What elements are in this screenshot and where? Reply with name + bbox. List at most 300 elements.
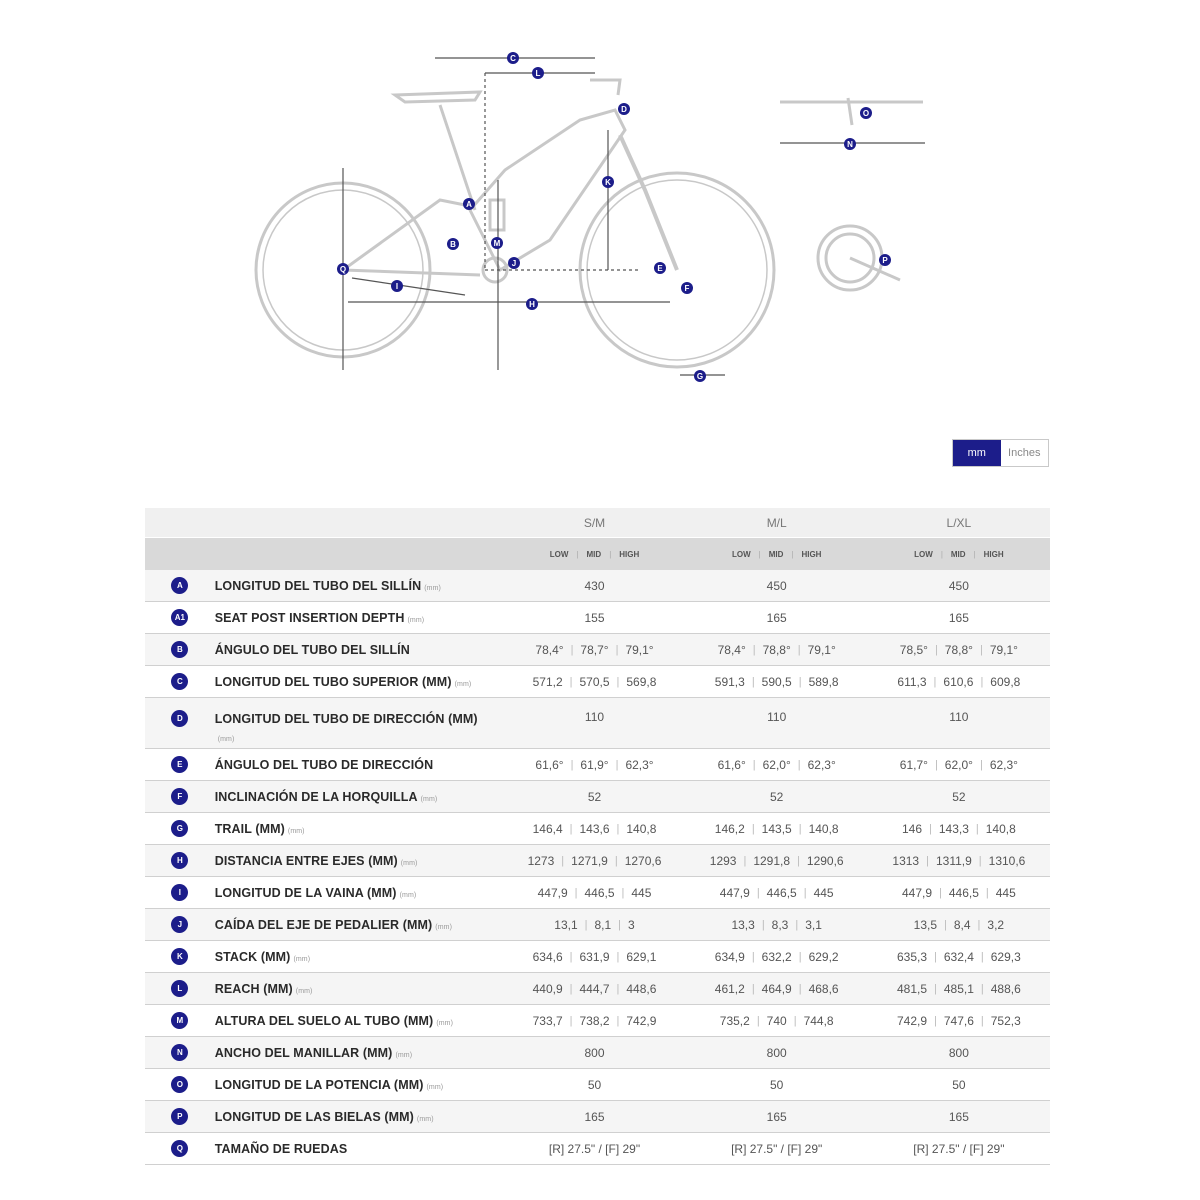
value: 632,2 [761, 949, 792, 964]
value: 78,8° [944, 642, 973, 657]
value: 632,4 [943, 949, 974, 964]
value-separator: | [934, 643, 938, 656]
value-cell [503, 790, 685, 804]
value-separator: | [797, 854, 800, 867]
table-row [145, 698, 1050, 749]
value: 445 [631, 885, 652, 900]
value: 79,1° [625, 642, 654, 657]
value-separator: | [751, 675, 755, 688]
value-cell [868, 1078, 1050, 1092]
measure-label-cell [215, 643, 504, 657]
size-header-ml: M/L [766, 515, 787, 530]
mode-low: LOW [549, 549, 569, 559]
measure-label-cell [215, 982, 504, 996]
value-separator: | [803, 886, 807, 899]
value: 440,9 [532, 981, 563, 996]
value-separator: | [616, 822, 620, 835]
measure-badge: A1 [171, 609, 188, 626]
measure-badge: I [171, 884, 188, 901]
badge-cell [145, 673, 215, 690]
value: 165 [948, 1109, 969, 1124]
value: 485,1 [943, 981, 974, 996]
value: 629,3 [990, 949, 1021, 964]
value: 165 [766, 1109, 787, 1124]
mode-header: LOW | MID | HIGH [731, 549, 822, 559]
value: 61,9° [580, 757, 609, 772]
value: 744,8 [803, 1013, 834, 1028]
value-separator: | [980, 675, 984, 688]
value: 3 [628, 917, 635, 932]
unit-mm-button[interactable]: mm [953, 440, 1001, 466]
value: 591,3 [714, 674, 745, 689]
value: 146 [901, 821, 922, 836]
value: 446,5 [584, 885, 615, 900]
badge-cell [145, 577, 215, 594]
value-separator: | [934, 758, 938, 771]
measure-unit: (mm) [424, 584, 441, 592]
diagram-label-k: K [605, 178, 611, 187]
value-cell [503, 611, 685, 625]
value-cell [503, 854, 685, 868]
value: 110 [949, 710, 969, 724]
value-separator: | [798, 822, 802, 835]
value-cell [868, 918, 1050, 932]
table-body [145, 570, 1050, 1165]
value-separator: | [621, 886, 625, 899]
measure-label: ALTURA DEL SUELO AL TUBO (MM) [214, 1013, 434, 1028]
value: 610,6 [943, 674, 974, 689]
value-cell [503, 643, 685, 657]
value: 635,3 [896, 949, 927, 964]
value: 800 [766, 1045, 787, 1060]
value: 631,9 [579, 949, 610, 964]
value: 738,2 [579, 1013, 610, 1028]
measure-label: LONGITUD DE LA POTENCIA (MM) [214, 1077, 424, 1092]
diagram-label-e: E [657, 264, 663, 273]
value-separator: | [570, 643, 574, 656]
value-separator: | [574, 886, 578, 899]
value-separator: | [929, 822, 932, 835]
value: 447,9 [901, 885, 932, 900]
value-separator: | [985, 886, 989, 899]
value: 735,2 [719, 1013, 750, 1028]
value: [R] 27.5" / [F] 29" [731, 1141, 823, 1156]
value: 50 [952, 1077, 966, 1092]
value-separator: | [615, 643, 619, 656]
diagram-label-d: D [621, 105, 627, 114]
value: [R] 27.5" / [F] 29" [913, 1141, 1005, 1156]
badge-cell [145, 884, 215, 901]
badge-cell [145, 1140, 215, 1157]
table-row [145, 1101, 1050, 1133]
measure-label-cell [215, 675, 504, 689]
value: 52 [770, 789, 784, 804]
value: 569,8 [626, 674, 657, 689]
value: 634,9 [714, 949, 745, 964]
value-cell [686, 1142, 868, 1156]
measure-badge: D [171, 710, 188, 727]
value: 8,4 [953, 917, 971, 932]
value-separator: | [615, 758, 619, 771]
value-cell [868, 579, 1050, 593]
measure-label: LONGITUD DE LA VAINA (MM) [214, 885, 397, 900]
value-separator: | [933, 675, 937, 688]
value-separator: | [980, 950, 984, 963]
measure-label-cell [215, 1142, 504, 1156]
measure-label-cell [215, 1046, 504, 1060]
value: 140,8 [808, 821, 839, 836]
value: 146,4 [532, 821, 563, 836]
value-cell [686, 886, 868, 900]
diagram-label-h: H [529, 300, 535, 309]
value: 742,9 [896, 1013, 927, 1028]
value: 3,1 [805, 917, 822, 932]
table-row [145, 1133, 1050, 1165]
table-row [145, 941, 1050, 973]
measure-label: STACK (MM) [214, 949, 291, 964]
value: 8,3 [771, 917, 789, 932]
value: 79,1° [989, 642, 1018, 657]
value-separator: | [797, 758, 801, 771]
measure-label: LONGITUD DE LAS BIELAS (MM) [214, 1109, 414, 1124]
diagram-label-l: L [535, 69, 541, 78]
value: 1313 [892, 853, 920, 868]
table-row [145, 813, 1050, 845]
measure-label-cell [215, 1078, 504, 1092]
value-cell [503, 1014, 685, 1028]
value-cell [503, 886, 685, 900]
value-cell [503, 1142, 685, 1156]
value-separator: | [980, 1014, 984, 1027]
measure-badge: G [171, 820, 188, 837]
measure-badge: A [171, 577, 188, 594]
value: 78,5° [899, 642, 928, 657]
value-cell [868, 758, 1050, 772]
table-row [145, 845, 1050, 877]
value: 752,3 [990, 1013, 1021, 1028]
badge-cell [145, 1108, 215, 1125]
value-cell [868, 854, 1050, 868]
value-cell [686, 710, 868, 724]
measure-badge: M [171, 1012, 188, 1029]
value-cell [686, 790, 868, 804]
value-cell [868, 886, 1050, 900]
value: 52 [587, 789, 602, 804]
mode-low: LOW [914, 549, 933, 559]
value: 740 [766, 1013, 787, 1028]
measure-label-cell [215, 854, 504, 868]
value-separator: | [616, 950, 620, 963]
table-row [145, 666, 1050, 698]
measure-badge: B [171, 641, 188, 658]
value: 444,7 [579, 981, 610, 996]
value-cell [503, 950, 685, 964]
value: 50 [587, 1077, 602, 1092]
geometry-diagram [240, 40, 960, 400]
value-separator: | [944, 918, 947, 931]
mode-low: LOW [731, 549, 751, 559]
value: 62,0° [762, 757, 791, 772]
diagram-label-o: O [862, 109, 870, 118]
value: 140,8 [985, 821, 1016, 836]
value: 52 [952, 789, 966, 804]
measure-unit: (mm) [295, 987, 313, 995]
value: 629,1 [626, 949, 657, 964]
value-separator: | [752, 643, 756, 656]
value-cell [686, 822, 868, 836]
value: 742,9 [626, 1013, 657, 1028]
measure-label-cell [215, 1014, 504, 1028]
mode-mid: MID [586, 549, 602, 559]
measure-label: DISTANCIA ENTRE EJES (MM) [214, 853, 398, 868]
value-separator: | [752, 758, 756, 771]
value-cell [686, 854, 868, 868]
value-separator: | [569, 950, 573, 963]
measure-unit: (mm) [454, 680, 472, 688]
badge-cell [145, 1012, 215, 1029]
value: 571,2 [532, 674, 563, 689]
value-cell [503, 675, 685, 689]
diagram-label-i: I [395, 282, 399, 291]
value-cell [868, 675, 1050, 689]
value-separator: | [939, 886, 942, 899]
measure-unit: (mm) [436, 1019, 454, 1027]
value: 733,7 [532, 1013, 563, 1028]
value: 78,4° [717, 642, 746, 657]
value: 450 [948, 578, 969, 593]
value-cell [868, 982, 1050, 996]
value-separator: | [570, 758, 574, 771]
measure-unit: (mm) [426, 1083, 444, 1091]
value-separator: | [795, 918, 799, 931]
value: 570,5 [579, 674, 610, 689]
badge-cell [145, 756, 215, 773]
measure-badge: N [171, 1044, 188, 1061]
value-separator: | [977, 918, 981, 931]
measure-label-cell [215, 758, 504, 772]
value-cell [686, 950, 868, 964]
table-row [145, 634, 1050, 666]
value: 800 [948, 1045, 969, 1060]
value: 747,6 [943, 1013, 974, 1028]
value-separator: | [616, 1014, 620, 1027]
value: 78,8° [762, 642, 791, 657]
value: 1270,6 [624, 853, 662, 868]
table-row [145, 877, 1050, 909]
bike-illustration [240, 40, 960, 400]
value: 609,8 [990, 674, 1021, 689]
measure-label: TAMAÑO DE RUEDAS [214, 1141, 348, 1156]
value-separator: | [798, 950, 802, 963]
value-cell [686, 918, 868, 932]
value-cell [868, 710, 1050, 724]
value: 155 [584, 610, 605, 625]
value: 78,4° [535, 642, 564, 657]
badge-cell [145, 916, 215, 933]
value-cell [868, 950, 1050, 964]
value: 62,0° [944, 757, 973, 772]
value: 634,6 [532, 949, 563, 964]
value-separator: | [616, 982, 620, 995]
value-cell [868, 1142, 1050, 1156]
measure-badge: C [171, 673, 188, 690]
value: 629,2 [808, 949, 839, 964]
value-cell [686, 1078, 868, 1092]
value-cell [686, 643, 868, 657]
table-row [145, 781, 1050, 813]
value-cell [503, 1110, 685, 1124]
size-header-row [145, 508, 1050, 538]
value: 1290,6 [806, 853, 844, 868]
value-separator: | [751, 950, 755, 963]
value: 62,3° [989, 757, 1018, 772]
mode-high: HIGH [619, 549, 640, 559]
diagram-label-c: C [510, 54, 516, 63]
diagram-label-p: P [882, 256, 888, 265]
measure-unit: (mm) [416, 1115, 434, 1123]
mode-mid: MID [768, 549, 784, 559]
value: 800 [584, 1045, 605, 1060]
value: 1291,8 [753, 853, 791, 868]
measure-label-cell [215, 579, 504, 593]
value: 446,5 [766, 885, 797, 900]
value-separator: | [798, 982, 802, 995]
table-row [145, 973, 1050, 1005]
value: [R] 27.5" / [F] 29" [548, 1141, 641, 1156]
value: 447,9 [719, 885, 750, 900]
value-separator: | [751, 982, 755, 995]
value: 447,9 [537, 885, 568, 900]
value: 62,3° [807, 757, 836, 772]
value: 1311,9 [935, 853, 972, 868]
value-cell [503, 1046, 685, 1060]
value: 590,5 [761, 674, 792, 689]
size-header-sm: S/M [583, 515, 606, 530]
table-row [145, 602, 1050, 634]
measure-unit: (mm) [217, 736, 235, 743]
value: 61,6° [535, 757, 564, 772]
value: 110 [767, 710, 787, 724]
value: 143,3 [938, 821, 969, 836]
value: 1293 [709, 853, 737, 868]
badge-cell [145, 641, 215, 658]
table-row [145, 570, 1050, 602]
value-cell [868, 1046, 1050, 1060]
value: 62,3° [625, 757, 654, 772]
value-cell [686, 1046, 868, 1060]
measure-label: REACH (MM) [214, 981, 293, 996]
geometry-table [145, 508, 1050, 1165]
value: 78,7° [580, 642, 609, 657]
mode-high: HIGH [801, 549, 822, 559]
table-row [145, 909, 1050, 941]
value: 13,1 [554, 917, 578, 932]
diagram-label-q: Q [339, 265, 347, 274]
measure-unit: (mm) [400, 859, 418, 867]
table-row [145, 1005, 1050, 1037]
value-cell [503, 579, 685, 593]
measure-label: LONGITUD DEL TUBO DEL SILLÍN [214, 578, 422, 593]
value: 464,9 [761, 981, 792, 996]
value-separator: | [979, 758, 983, 771]
measure-label: SEAT POST INSERTION DEPTH [214, 610, 405, 625]
value-separator: | [569, 982, 573, 995]
measure-unit: (mm) [407, 616, 425, 624]
value: 445 [995, 885, 1016, 900]
value-separator: | [798, 675, 802, 688]
value-cell [868, 1110, 1050, 1124]
value-cell [686, 611, 868, 625]
value: 165 [766, 610, 787, 625]
measure-label-cell [215, 950, 504, 964]
mode-header: LOW | MID | HIGH [914, 549, 1004, 559]
size-header-lxl: L/XL [946, 515, 972, 530]
value: 110 [584, 710, 605, 724]
measure-badge: L [171, 980, 188, 997]
badge-cell [145, 948, 215, 965]
value-separator: | [975, 822, 979, 835]
measure-label: INCLINACIÓN DE LA HORQUILLA [214, 789, 418, 804]
value-separator: | [584, 918, 588, 931]
diagram-label-f: F [684, 284, 690, 293]
value-separator: | [793, 1014, 797, 1027]
mode-mid: MID [950, 549, 966, 559]
value-separator: | [569, 822, 573, 835]
value-separator: | [751, 822, 755, 835]
value-cell [503, 918, 685, 932]
value: 165 [584, 1109, 605, 1124]
badge-cell [145, 852, 215, 869]
measure-label: CAÍDA DEL EJE DE PEDALIER (MM) [214, 917, 433, 932]
value: 468,6 [808, 981, 839, 996]
badge-cell [145, 788, 215, 805]
value: 13,3 [731, 917, 755, 932]
value-cell [503, 822, 685, 836]
value-cell [868, 790, 1050, 804]
measure-label-cell [215, 822, 504, 836]
value-separator: | [934, 950, 937, 963]
value-cell [686, 758, 868, 772]
diagram-label-a: A [466, 200, 472, 209]
badge-cell [145, 980, 215, 997]
value: 448,6 [626, 981, 657, 996]
value-cell [686, 1110, 868, 1124]
measure-label-cell [215, 790, 504, 804]
measure-label-cell [215, 918, 504, 932]
value-separator: | [756, 886, 760, 899]
value: 1271,9 [571, 853, 608, 868]
value-separator: | [926, 854, 929, 867]
value-separator: | [614, 854, 618, 867]
measure-label: ÁNGULO DEL TUBO DE DIRECCIÓN [214, 757, 434, 772]
value-separator: | [934, 982, 937, 995]
unit-inches-button[interactable]: Inches [1001, 440, 1049, 466]
value-separator: | [561, 854, 565, 867]
diagram-label-n: N [847, 140, 853, 149]
mode-header-row [145, 538, 1050, 570]
value: 61,7° [899, 757, 928, 772]
measure-badge: P [171, 1108, 188, 1125]
measure-badge: K [171, 948, 188, 965]
value-separator: | [797, 643, 801, 656]
badge-cell [145, 710, 215, 727]
value: 445 [813, 885, 834, 900]
value: 589,8 [808, 674, 839, 689]
measure-label: TRAIL (MM) [214, 821, 285, 836]
mode-header: LOW | MID | HIGH [549, 549, 640, 559]
value: 13,5 [913, 917, 937, 932]
value-separator: | [980, 982, 984, 995]
